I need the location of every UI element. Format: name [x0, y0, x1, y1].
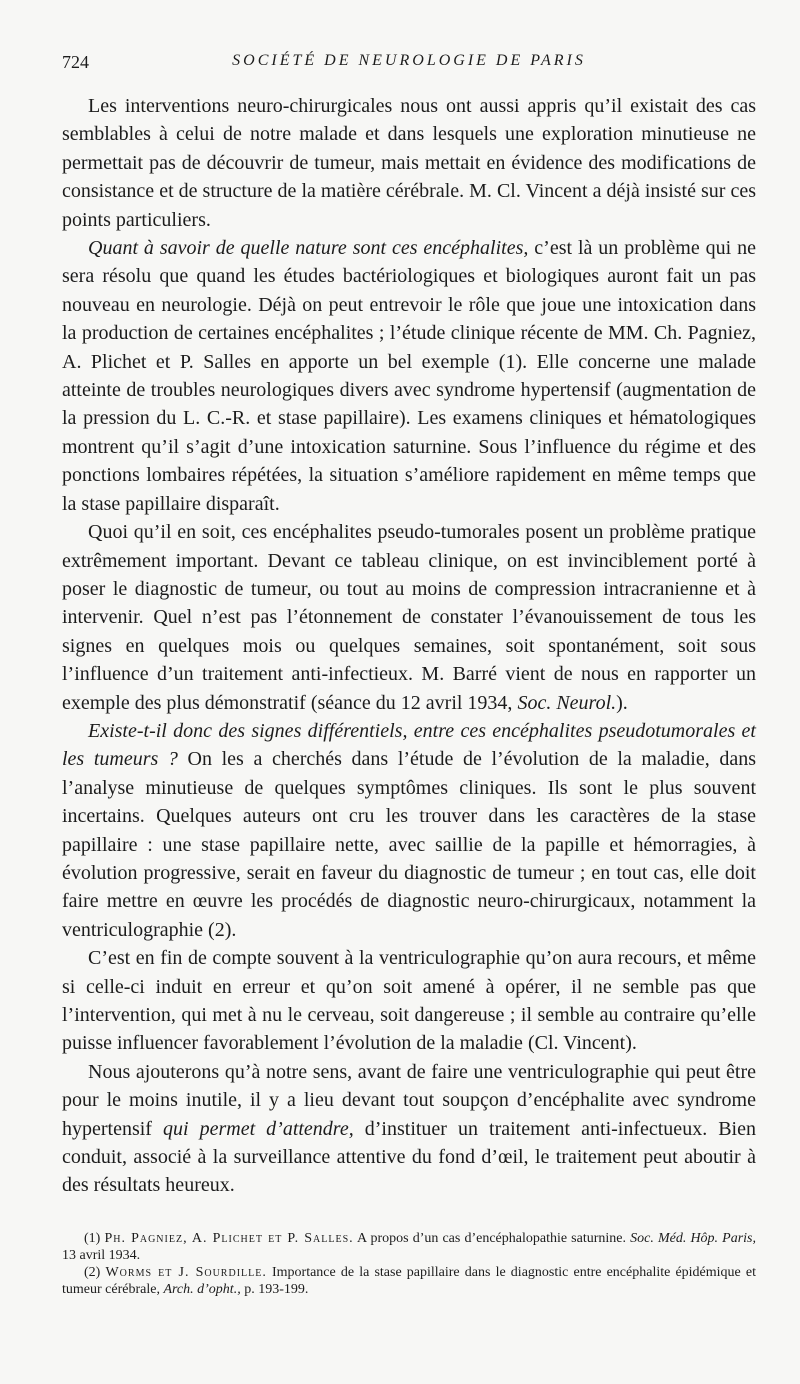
- paragraph-2-text: c’est là un problème qui ne sera résolu que quand les études bactériologiques et biologiques auront fait un pas nouveau en neurologie. Déjà on peut entrevoir le rôle que joue une intoxication dans la production de certaines encéphalites ; l’étude clinique récente de MM. Ch. Pagniez, A. Plichet et P. Salles en apporte un bel exemple (1). Elle concerne une malade atteinte de troubles neurologiques divers avec syndrome hypertensif (augmentation de la pression du L. C.-R. et stase papillaire). Les examens cliniques et hématologiques montrent qu’il s’agit d’une intoxication saturnine. Sous l’influence du régime et des ponctions lombaires répétées, la situation s’améliore rapidement en même temps que la stase papillaire disparaît.: [62, 237, 757, 515]
- footnote-2: [62, 1264, 756, 1298]
- footnote-2-pages: p. 193-199.: [240, 1282, 309, 1297]
- paragraph-4-emphasis: Existe-t-il donc des signes différentiels, entre ces encéphalites pseudotumorales et les tumeurs ?: [62, 719, 756, 771]
- footnote-1-marker: (1): [84, 1231, 105, 1246]
- paragraph-1-text: Les interventions neuro-chirurgicales nous ont aussi appris qu’il existait des cas semblables à celui de notre malade et dans lesquels une exploration minutieuse ne permettait pas de découvrir de tumeur, mais mettait en évidence des modifications de consistance et de structure de la matière cérébrale. M. Cl. Vincent a déjà insisté sur ces points particuliers.: [62, 95, 756, 231]
- paragraph-4-text: On les a cherchés dans l’étude de l’évolution de la maladie, dans l’analyse minutieuse de quelques symptômes cliniques. Ils sont le plus souvent incertains. Quelques auteurs ont cru les trouver dans les caractères de la stase papillaire : une stase papillaire nette, avec saillie de la papille et hémorragies, à évolution progressive, serait en faveur du diagnostic de tumeur ; en tout cas, elle doit faire mettre en œuvre les procédés de diagnostic neuro-chirurgicaux, notamment la ventriculographie (2).: [62, 748, 756, 941]
- paragraph-1: [62, 92, 756, 234]
- footnote-1-date: 13 avril 1934.: [62, 1248, 141, 1263]
- paragraph-2-emphasis: Quant à savoir de quelle nature sont ces encéphalites,: [88, 237, 529, 260]
- footnotes: [62, 1230, 756, 1298]
- paragraph-6-emphasis: qui permet d’attendre,: [163, 1117, 354, 1140]
- paragraph-5: [62, 944, 756, 1058]
- paragraph-3: [62, 518, 756, 717]
- paragraph-6-text-b: d’instituer un traitement anti-infectueux. Bien conduit, associé à la surveillance attentive du fond d’œil, le traitement peut aboutir à des résultats heureux.: [62, 1117, 756, 1197]
- footnote-2-title: Importance de la stase papillaire dans le diagnostic entre encéphalite épidémique et tumeur cérébrale,: [62, 1265, 756, 1297]
- footnote-1-authors: Ph. Pagniez, A. Plichet et P. Salles.: [104, 1231, 354, 1246]
- paragraph-2: [62, 234, 756, 518]
- page-number: 724: [62, 52, 89, 72]
- footnote-2-marker: (2): [84, 1265, 106, 1280]
- footnote-1-source: Soc. Méd. Hôp. Paris,: [630, 1231, 757, 1246]
- footnote-1: [62, 1230, 756, 1264]
- paragraph-6-text-a: Nous ajouterons qu’à notre sens, avant de faire une ventriculographie qui peut être pour le moins inutile, il y a lieu devant tout soupçon d’encéphalite avec syndrome hypertensif: [62, 1060, 756, 1140]
- footnote-1-title: A propos d’un cas d’encéphalopathie saturnine.: [353, 1231, 631, 1246]
- footnote-2-authors: Worms et J. Sourdille.: [105, 1265, 267, 1280]
- running-head: [62, 52, 756, 82]
- paragraph-3-text-a: Quoi qu’il en soit, ces encéphalites pseudo-tumorales posent un problème pratique extrêmement important. Devant ce tableau clinique, on est invinciblement porté à poser le diagnostic de tumeur, ou tout au moins de compression intracranienne et à intervenir. Quel n’est pas l’étonnement de constater l’évanouissement de tous les signes en quelques mois ou quelques semaines, soit spontanément, soit sous l’influence d’un traitement anti-infectieux. M. Barré vient de nous en rapporter un exemple des plus démonstratif (séance du 12 avril 1934,: [62, 521, 756, 714]
- journal-title: SOCIÉTÉ DE NEUROLOGIE DE PARIS: [232, 52, 586, 69]
- body-text: [62, 92, 756, 1200]
- paragraph-3-emphasis: Soc. Neurol.: [517, 691, 617, 714]
- paragraph-4: [62, 717, 756, 944]
- paragraph-5-text: C’est en fin de compte souvent à la ventriculographie qu’on aura recours, et même si celle-ci induit en erreur et qu’on soit amené à opérer, il ne semble pas que l’intervention, qui met à nu le cerveau, soit dangereuse ; il semble au contraire qu’elle puisse influencer favorablement l’évolution de la maladie (Cl. Vincent).: [62, 947, 756, 1055]
- footnote-2-source: Arch. d’opht.,: [163, 1282, 241, 1297]
- paragraph-3-text-b: ).: [616, 691, 628, 714]
- paragraph-6: [62, 1058, 756, 1200]
